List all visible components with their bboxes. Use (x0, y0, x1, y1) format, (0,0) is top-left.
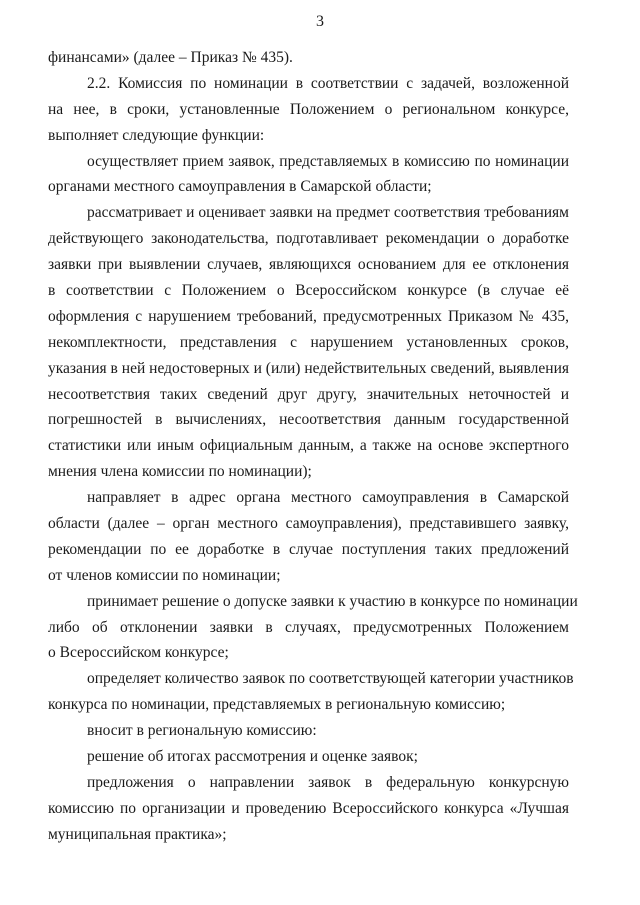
text-line: выполняет следующие функции: (48, 126, 265, 144)
page-number: 3 (316, 13, 324, 30)
text-line: действующего законодательства, подготавливает рекомендации о доработке (48, 230, 569, 248)
text-line: либо об отклонении заявки в случаях, предусмотренных Положением (48, 618, 569, 636)
text-line: конкурса по номинации, представляемых в региональную комиссию; (48, 696, 506, 714)
text-line: оформления с нарушением требований, предусмотренных Приказом № 435, (48, 307, 569, 325)
text-line: заявки при выявлении случаев, являющихся основанием для ее отклонения (48, 256, 569, 274)
text-line: финансами» (далее – Приказ № 435). (48, 49, 293, 66)
text-line: предложения о направлении заявок в федеральную конкурсную (87, 773, 569, 791)
text-line: о Всероссийском конкурсе; (48, 644, 229, 662)
text-line: на нее, в сроки, установленные Положением о региональном конкурсе, (48, 100, 569, 118)
text-line: статистики или иным официальным данным, а также на основе экспертного (48, 437, 569, 455)
document-body (48, 45, 578, 848)
text-line: несоответствия таких сведений друг другу, значительных неточностей и (48, 385, 569, 403)
text-line: некомплектности, представления с нарушением установленных сроков, (48, 333, 569, 351)
text-line: мнения члена комиссии по номинации); (48, 463, 312, 481)
text-line: определяет количество заявок по соответствующей категории участников (87, 670, 574, 688)
text-line: рекомендации по ее доработке в случае поступления таких предложений (48, 540, 569, 558)
text-line: принимает решение о допуске заявки к участию в конкурсе по номинации (87, 592, 578, 610)
text-line: указания в ней недостоверных и (или) недействительных сведений, выявления (48, 359, 569, 377)
text-line: рассматривает и оценивает заявки на предмет соответствия требованиям (87, 204, 569, 222)
text-line: направляет в адрес органа местного самоуправления в Самарской (87, 489, 569, 507)
text-line: погрешностей в вычислениях, несоответствия данным государственной (48, 411, 569, 429)
text-line: в соответствии с Положением о Всероссийском конкурсе (в случае её (48, 282, 569, 300)
text-line: 2.2. Комиссия по номинации в соответствии с задачей, возложенной (87, 74, 569, 92)
text-line: решение об итогах рассмотрения и оценке заявок; (87, 748, 418, 766)
text-line: осуществляет прием заявок, представляемых в комиссию по номинации (87, 152, 569, 170)
text-line: комиссию по организации и проведению Всероссийского конкурса «Лучшая (48, 799, 569, 817)
text-line: муниципальная практика»; (48, 825, 227, 843)
text-line: от членов комиссии по номинации; (48, 566, 281, 584)
text-line: области (далее – орган местного самоуправления), представившего заявку, (48, 515, 569, 533)
text-line: вносит в региональную комиссию: (87, 722, 317, 740)
text-line: органами местного самоуправления в Самарской области; (48, 178, 432, 196)
